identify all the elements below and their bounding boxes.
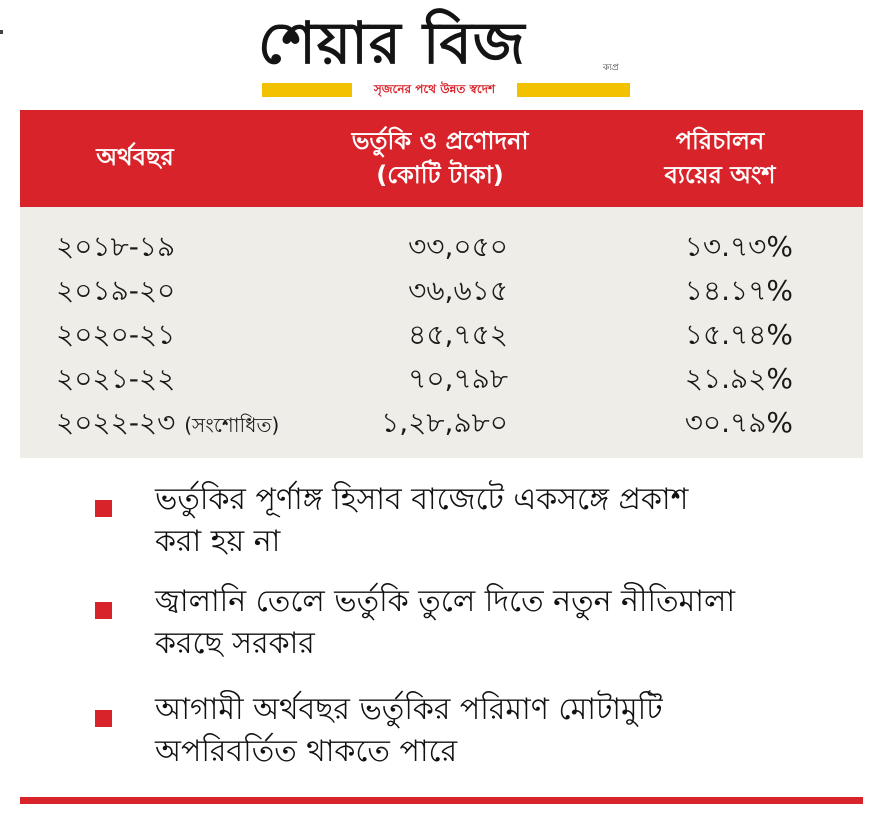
subsidy-table	[20, 110, 863, 458]
table-row	[20, 269, 863, 313]
table-row	[20, 357, 863, 401]
masthead	[0, 0, 883, 108]
cell-share-percent: ২১.৯২%	[684, 362, 793, 395]
table-row	[20, 401, 863, 445]
cell-year	[56, 401, 279, 447]
bullet-text: অপরিবর্তিত থাকতে পারে	[155, 734, 458, 769]
bullet-text: করছে সরকার	[155, 626, 315, 661]
header-share-line2: ব্যয়ের অংশ	[664, 161, 776, 189]
cell-year	[56, 269, 175, 313]
tagline-bar-right	[517, 83, 630, 97]
cell-share-percent: ১৫.৭৪%	[684, 318, 793, 351]
header-subsidy-line2: (কোটি টাকা)	[376, 161, 504, 189]
cell-share-percent: ৩০.৭৯%	[684, 406, 793, 439]
table-body	[20, 207, 863, 458]
cell-year	[56, 313, 175, 357]
cell-share-percent: ১৪.১৭%	[684, 274, 793, 307]
cell-year-note: (সংশোধিত)	[184, 413, 280, 437]
bullet-text: ভর্তুকির পূর্ণাঙ্গ হিসাব বাজেটে একসঙ্গে প্রকাশ	[155, 482, 689, 517]
cell-year-text: ২০২০-২১	[56, 318, 176, 351]
bullet-square-icon	[95, 710, 112, 727]
bullet-square-icon	[95, 602, 112, 619]
cell-year	[56, 225, 175, 269]
tagline-bar-left	[262, 83, 352, 97]
cell-share-percent: ১৩.৭৩%	[684, 230, 793, 263]
cell-subsidy-value: ৩৩,০৫০	[408, 230, 508, 263]
bullet-square-icon	[95, 500, 112, 517]
cell-year	[56, 357, 175, 401]
bullet-text: আগামী অর্থবছর ভর্তুকির পরিমাণ মোটামুটি	[155, 692, 663, 727]
cell-subsidy-value: ১,২৮,৯৮০	[381, 406, 508, 439]
logo-subscript: ক্যপ্র	[603, 63, 619, 73]
table-row	[20, 313, 863, 357]
table-header	[20, 110, 863, 207]
bullet-text: জ্বালানি তেলে ভর্তুকি তুলে দিতে নতুন নীতিমালা	[155, 584, 736, 619]
cell-subsidy-value: ৩৬,৬১৫	[408, 274, 508, 307]
cell-subsidy-value: ৪৫,৭৫২	[408, 318, 508, 351]
table-row	[20, 225, 863, 269]
cell-year-text: ২০২২-২৩	[56, 406, 176, 439]
header-subsidy-line1: ভর্তুকি ও প্রণোদনা	[351, 127, 529, 155]
header-share-line1: পরিচালন	[675, 127, 765, 155]
tagline: সৃজনের পথে উন্নত স্বদেশ	[352, 78, 517, 100]
cell-year-text: ২০২১-২২	[56, 362, 176, 395]
logo: শেয়ার বিজ	[258, 9, 526, 77]
cell-subsidy-value: ৭০,৭৯৮	[408, 362, 508, 395]
cell-year-text: ২০১৮-১৯	[56, 230, 176, 263]
cell-year-text: ২০১৯-২০	[56, 274, 176, 307]
bullet-text: করা হয় না	[155, 524, 281, 559]
bottom-rule	[20, 797, 863, 804]
header-year: অর্থবছর	[96, 143, 174, 171]
